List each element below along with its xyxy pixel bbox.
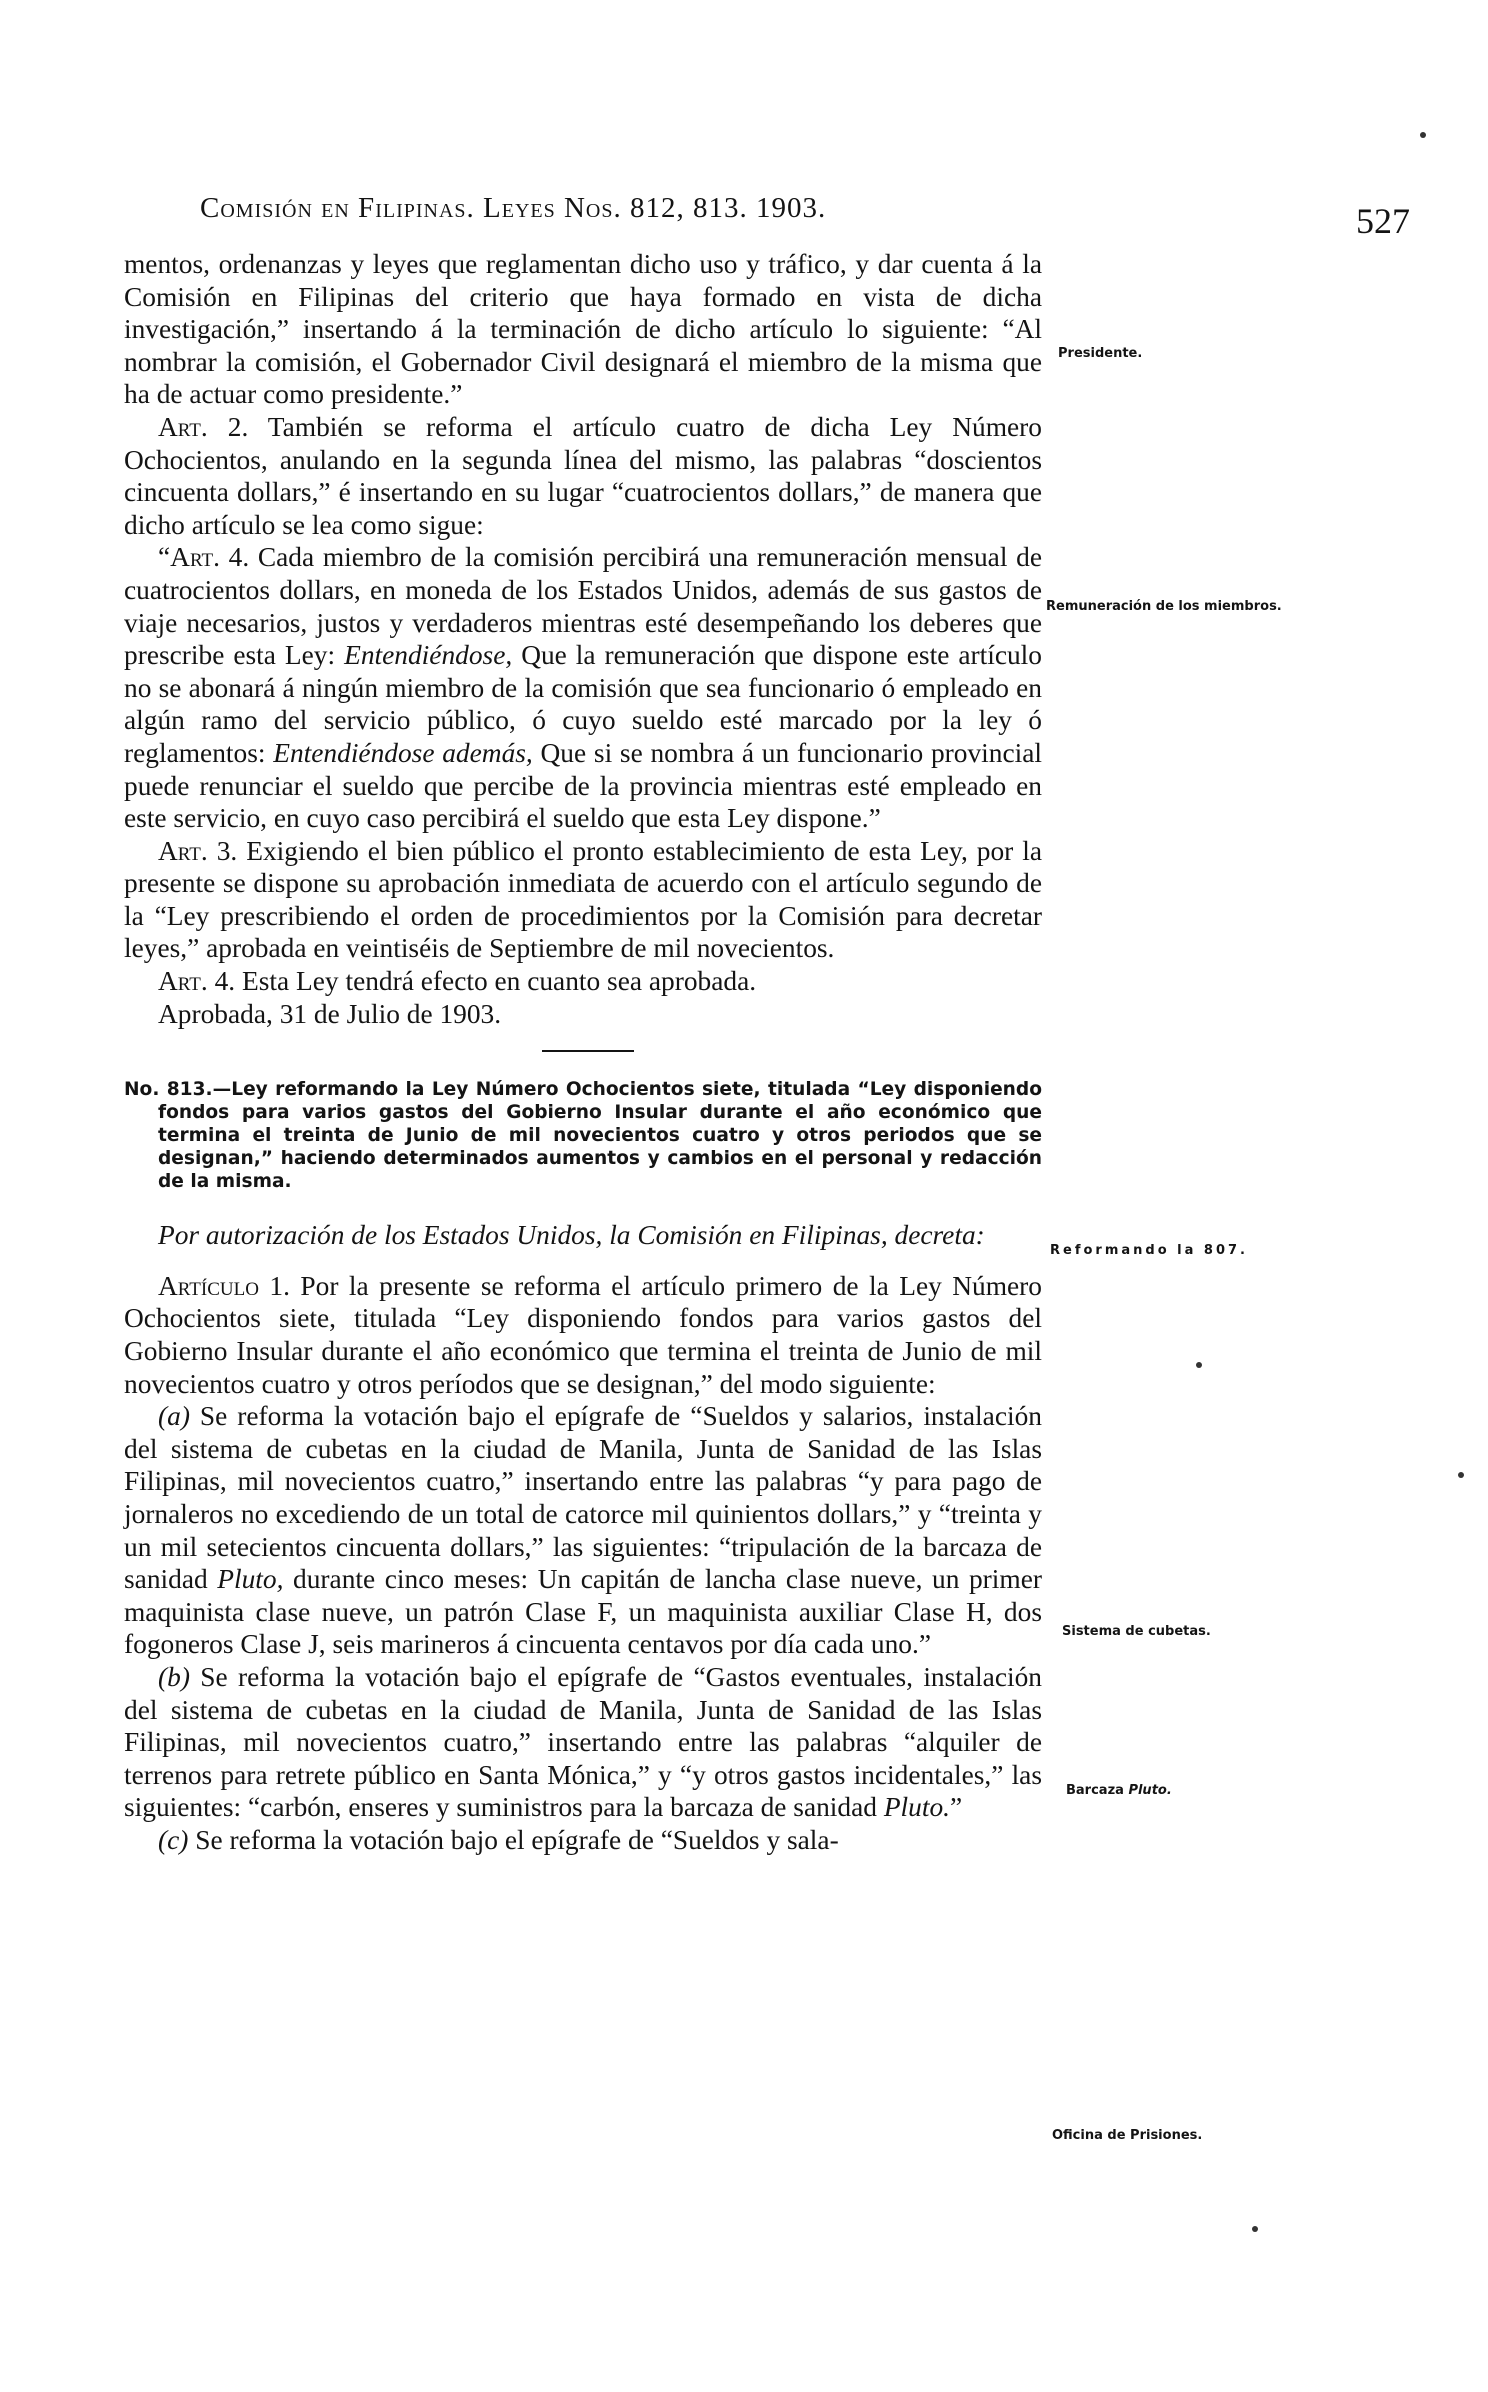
article-4-text: Esta Ley tendrá efecto en cuanto sea aprobada. bbox=[242, 966, 757, 997]
clause-b-text: Se reforma la votación bajo el epígrafe de “Gastos eventuales, instalación del sistema de cubetas en la ciudad de Manila, Junta de Sanidad de las Islas Filipinas, mil novecientos cuatro,” insertando entre las palabras “alquiler de terrenos para retrete público en Santa Mónica,” y “y otros gastos incidentales,” las siguientes: “carbón, enseres y suministros para la barcaza de sanidad bbox=[124, 1661, 1042, 1823]
decree-formula: Por autorización de los Estados Unidos, la Comisión en Filipinas, decreta: bbox=[158, 1220, 985, 1251]
clause-c-text: Se reforma la votación bajo el epígrafe de “Sueldos y sala- bbox=[195, 1824, 839, 1855]
article-3 bbox=[124, 835, 1042, 965]
quoted-article-4-text: Que la remuneración que dispone este artículo no se abonará á ningún miembro de la comisión que sea funcionario ó empleado en algún ramo del servicio público, ó cuyo sueldo esté marcado por la ley ó reglamentos: bbox=[124, 640, 1042, 768]
margin-note-barcaza-italic: Pluto. bbox=[1128, 1783, 1172, 1798]
quoted-article-4-text: Que si se nombra á un funcionario provincial puede renunciar el sueldo que percibe de la provincia mientras esté empleado en este servicio, en cuyo caso percibirá el sueldo que esta Ley dispone.” bbox=[124, 737, 1042, 834]
scan-speck bbox=[1458, 1472, 1464, 1478]
law-813-article-1-text: Por la presente se reforma el artículo primero de la Ley Número Ochocientos siete, titulada “Ley disponiendo fondos para varios gastos del Gobierno Insular durante el año económico que termina el treinta de Junio de mil novecientos cuatro y otros períodos que se designan,” del modo siguiente: bbox=[124, 1270, 1042, 1399]
margin-note-presidente: Presidente. bbox=[1058, 346, 1143, 361]
article-2-label: Art. 2. bbox=[158, 411, 249, 442]
margin-note-sistema: Sistema de cubetas. bbox=[1062, 1624, 1211, 1639]
clause-a bbox=[124, 1400, 1042, 1661]
clause-a-label: (a) bbox=[158, 1401, 190, 1432]
clause-a-text: durante cinco meses: Un capitán de lancha clase nueve, un primer maquinista clase nueve, un patrón Clase F, un maquinista auxiliar Clase H, dos fogoneros Clase J, seis marineros á cincuenta centavos por día cada uno.” bbox=[124, 1564, 1042, 1660]
scan-speck bbox=[1252, 2226, 1258, 2232]
article-4 bbox=[124, 965, 1042, 998]
clause-c-label: (c) bbox=[158, 1824, 189, 1855]
law-813-article-1 bbox=[124, 1270, 1042, 1400]
clause-b bbox=[124, 1661, 1042, 1824]
margin-note-remuneracion: Remuneración de los miembros. bbox=[1046, 599, 1282, 614]
quoted-article-4 bbox=[124, 541, 1042, 834]
main-text bbox=[124, 248, 1042, 1857]
law-813-heading: No. 813.—Ley reformando la Ley Número Ochocientos siete, titulada “Ley disponiendo fondos para varios gastos del Gobierno Insular durante el año económico que termina el treinta de Junio de mil novecientos cuatro y otros periodos que se designan,” haciendo determinados aumentos y cambios en el personal y redacción de la misma. bbox=[124, 1079, 1042, 1193]
article-2 bbox=[124, 411, 1042, 541]
proviso-italic: Entendiéndose además, bbox=[273, 737, 533, 768]
approval-date: Aprobada, 31 de Julio de 1903. bbox=[158, 998, 502, 1029]
margin-note-reformando: Reformando la 807. bbox=[1050, 1243, 1248, 1258]
ship-name-italic: Pluto, bbox=[217, 1564, 284, 1595]
running-title: Comisión en Filipinas. Leyes Nos. 812, 813. 1903. bbox=[200, 192, 827, 224]
scan-speck bbox=[1420, 132, 1426, 138]
article-4-label: Art. 4. bbox=[158, 966, 236, 997]
page-header bbox=[200, 192, 1410, 240]
clause-b-text: ” bbox=[950, 1792, 963, 1823]
clause-a-text: Se reforma la votación bajo el epígrafe de “Sueldos y salarios, instalación del sistema de cubetas en la ciudad de Manila, Junta de Sanidad de las Islas Filipinas, mil novecientos cuatro,” insertando entre las palabras “y para pago de jornaleros no excediendo de un total de catorce mil quinientos dollars,” y “treinta y un mil setecientos cincuenta dollars,” las siguientes: “tripulación de la barcaza de sanidad bbox=[124, 1401, 1042, 1595]
clause-c bbox=[124, 1824, 1042, 1857]
proviso-italic: Entendiéndose, bbox=[344, 640, 513, 671]
quoted-article-4-label: “Art. 4. bbox=[158, 542, 250, 573]
section-divider bbox=[542, 1050, 634, 1052]
article-3-text: Exigiendo el bien público el pronto establecimiento de esta Ley, por la presente se dispone su aprobación inmediata de acuerdo con el artículo segundo de la “Ley prescribiendo el orden de procedimientos por la Comisión para decretar leyes,” aprobada en veintiséis de Septiembre de mil novecientos. bbox=[124, 835, 1042, 964]
margin-note-barcaza bbox=[1066, 1783, 1291, 1799]
page-number: 527 bbox=[1356, 201, 1410, 241]
quoted-article-4-text: Cada miembro de la comisión percibirá una remuneración mensual de cuatrocientos dollars, en moneda de los Estados Unidos, además de sus gastos de viaje necesarios, justos y verdaderos mientras esté desempeñando los deberes que prescribe esta Ley: bbox=[124, 542, 1042, 671]
margin-note-oficina: Oficina de Prisiones. bbox=[1052, 2128, 1203, 2143]
margin-note-barcaza-text: Barcaza bbox=[1066, 1783, 1124, 1798]
article-2-text: También se reforma el artículo cuatro de dicha Ley Número Ochocientos, anulando en la segunda línea del mismo, las palabras “doscientos cincuenta dollars,” é insertando en su lugar “cuatrocientos dollars,” de manera que dicho artículo se lea como sigue: bbox=[124, 411, 1042, 540]
ship-name-italic: Pluto. bbox=[883, 1792, 951, 1823]
clause-b-label: (b) bbox=[158, 1661, 190, 1692]
article-3-label: Art. 3. bbox=[158, 835, 238, 866]
law-813-article-1-label: Artículo 1. bbox=[158, 1270, 290, 1301]
article-1-tail: mentos, ordenanzas y leyes que reglamentan dicho uso y tráfico, y dar cuenta á la Comisión en Filipinas del criterio que haya formado en vista de dicha investigación,” insertando á la terminación de dicho artículo lo siguiente: “Al nombrar la comisión, el Gobernador Civil designará el miembro de la misma que ha de actuar como presidente.” bbox=[124, 249, 1042, 410]
scan-speck bbox=[1196, 1362, 1202, 1368]
